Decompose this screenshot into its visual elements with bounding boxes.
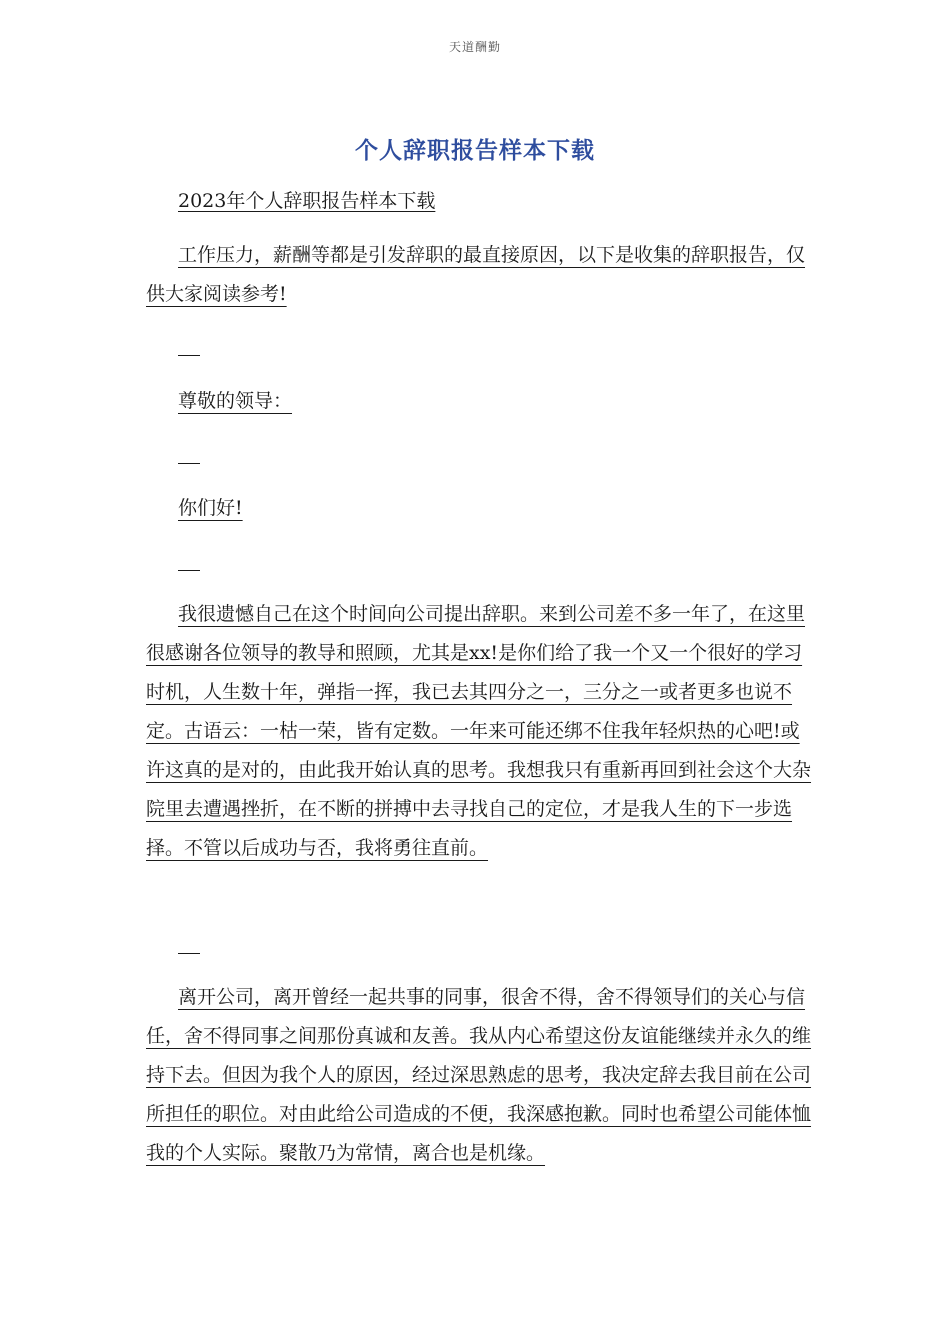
page-header: 天道酬勤 xyxy=(448,40,501,54)
document-subtitle: 2023年个人辞职报告样本下载 xyxy=(178,190,436,212)
separator-dash xyxy=(178,463,200,464)
document-title: 个人辞职报告样本下载 xyxy=(355,138,595,164)
body-paragraph-1: 我很遗憾自己在这个时间向公司提出辞职。来到公司差不多一年了，在这里很感谢各位领导的教导和照顾，尤其是xx!是你们给了我一个又一个很好的学习时机，人生数十年，弹指一挥，我已去其四分之一，三分之一或者更多也说不定。古语云：一枯一荣，皆有定数。一年来可能还绑不住我年轻炽热的心吧!或许这真的是对的，由此我开始认真的思考。我想我只有重新再回到社会这个大杂院里去遭遇挫折，在不断的拼搏中去寻找自己的定位，才是我人生的下一步选择。不管以后成功与否，我将勇往直前。 xyxy=(146,603,812,859)
body-paragraph-2: 离开公司，离开曾经一起共事的同事，很舍不得，舍不得领导们的关心与信任，舍不得同事之间那份真诚和友善。我从内心希望这份友谊能继续并永久的维持下去。但因为我个人的原因，经过深思熟虑的思考，我决定辞去我目前在公司所担任的职位。对由此给公司造成的不便，我深感抱歉。同时也希望公司能体恤我的个人实际。聚散乃为常情，离合也是机缘。 xyxy=(146,986,812,1164)
separator-dash xyxy=(178,953,200,954)
separator-dash xyxy=(178,570,200,571)
salutation-paragraph: 尊敬的领导： xyxy=(178,390,293,412)
greeting-paragraph: 你们好! xyxy=(178,497,243,519)
separator-dash xyxy=(178,355,200,356)
intro-paragraph: 工作压力，薪酬等都是引发辞职的最直接原因，以下是收集的辞职报告，仅供大家阅读参考! xyxy=(146,244,806,305)
